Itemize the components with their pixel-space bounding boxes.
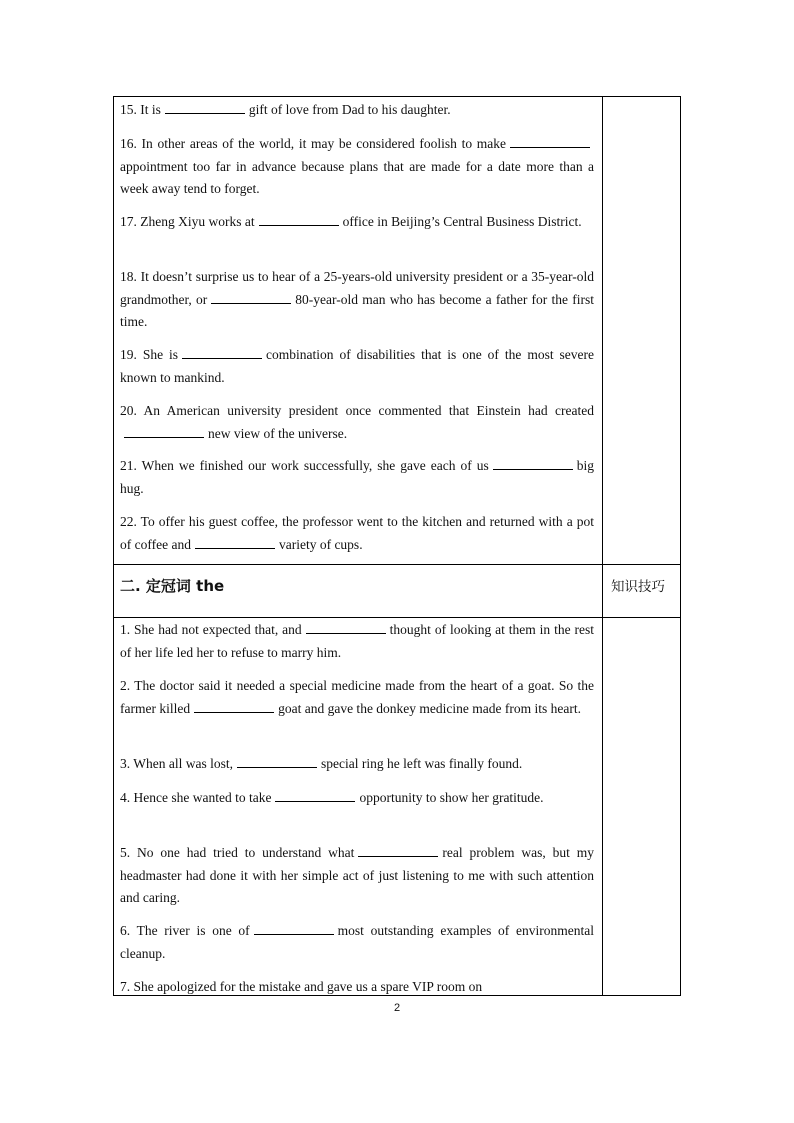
question-text: 15. It is xyxy=(120,102,161,117)
section-title: 二. 定冠词 the xyxy=(120,577,225,595)
answer-blank[interactable] xyxy=(358,843,438,857)
column-divider xyxy=(602,97,603,995)
answer-blank[interactable] xyxy=(211,290,291,304)
answer-blank[interactable] xyxy=(237,754,317,768)
question-19 xyxy=(120,344,594,389)
question-text: real problem was, but my headmaster had done it with her simple act of just listening to me with such attention and caring. xyxy=(120,845,594,906)
page-number: 2 xyxy=(393,1002,401,1014)
question-text: 2. The doctor said it needed a special medicine made from the heart of a goat. So the farmer killed xyxy=(120,678,594,716)
answer-blank[interactable] xyxy=(165,100,245,114)
question-text: appointment too far in advance because plans that are made for a date more than a week away tend to forget. xyxy=(120,158,594,197)
question-text: thought of looking at them in the rest of her life led her to refuse to marry him. xyxy=(120,622,594,660)
question-text: special ring he left was finally found. xyxy=(320,756,523,771)
answer-blank[interactable] xyxy=(493,456,573,470)
side-label: 知识技巧 xyxy=(611,579,665,595)
question-16 xyxy=(120,133,594,201)
answer-blank[interactable] xyxy=(510,134,590,148)
question-21 xyxy=(120,455,594,500)
question-text: opportunity to show her gratitude. xyxy=(359,790,544,805)
exercise-table xyxy=(113,96,681,996)
question-6 xyxy=(120,920,594,965)
question-text: 21. When we finished our work successfully, she gave each of us xyxy=(120,458,489,473)
question-text: 6. The river is one of xyxy=(120,923,250,938)
question-1 xyxy=(120,619,594,664)
question-text: variety of cups. xyxy=(278,536,363,552)
row-divider-2 xyxy=(114,617,680,618)
question-text: 4. Hence she wanted to take xyxy=(120,790,272,805)
question-text: big hug. xyxy=(120,458,594,496)
question-18 xyxy=(120,266,594,334)
question-text: 17. Zheng Xiyu works at xyxy=(120,214,255,229)
question-5 xyxy=(120,842,594,910)
answer-blank[interactable] xyxy=(195,535,275,549)
answer-blank[interactable] xyxy=(306,620,386,634)
answer-blank[interactable] xyxy=(254,921,334,935)
question-text: 19. She is xyxy=(120,347,179,362)
question-text: goat and gave the donkey medicine made from its heart. xyxy=(278,700,581,716)
row-divider-1 xyxy=(114,564,680,565)
question-3 xyxy=(120,753,594,776)
question-17 xyxy=(120,211,594,234)
question-20 xyxy=(120,400,594,445)
answer-blank[interactable] xyxy=(124,424,204,438)
question-2 xyxy=(120,675,594,720)
question-text: 80-year-old man who has become a father for the first time. xyxy=(120,291,594,330)
answer-blank[interactable] xyxy=(182,345,262,359)
question-text: 20. An American university president once commented that Einstein had created xyxy=(120,403,594,418)
question-text: 3. When all was lost, xyxy=(120,756,233,771)
question-text: 18. It doesn’t surprise us to hear of a 25-years-old university president or a 35-year-old grandmother, or xyxy=(120,269,594,307)
question-4 xyxy=(120,787,594,810)
question-text: new view of the universe. xyxy=(208,425,348,441)
question-text: gift of love from Dad to his daughter. xyxy=(248,102,451,117)
question-22 xyxy=(120,511,594,556)
question-text: 1. She had not expected that, and xyxy=(120,622,302,637)
question-text: most outstanding examples of environmental cleanup. xyxy=(120,923,594,961)
answer-blank[interactable] xyxy=(259,212,339,226)
question-7 xyxy=(120,976,594,996)
question-text: 22. To offer his guest coffee, the professor went to the kitchen and returned with a pot of coffee and xyxy=(120,514,594,552)
answer-blank[interactable] xyxy=(275,788,355,802)
question-text: 7. She apologized for the mistake and gave us a spare VIP room on xyxy=(120,979,483,994)
question-text: office in Beijing’s Central Business District. xyxy=(342,214,582,229)
question-15 xyxy=(120,99,594,122)
question-text: 5. No one had tried to understand what xyxy=(120,845,355,860)
question-text: combination of disabilities that is one of the most severe known to mankind. xyxy=(120,347,594,385)
answer-blank[interactable] xyxy=(194,699,274,713)
question-text: 16. In other areas of the world, it may be considered foolish to make xyxy=(120,136,506,151)
